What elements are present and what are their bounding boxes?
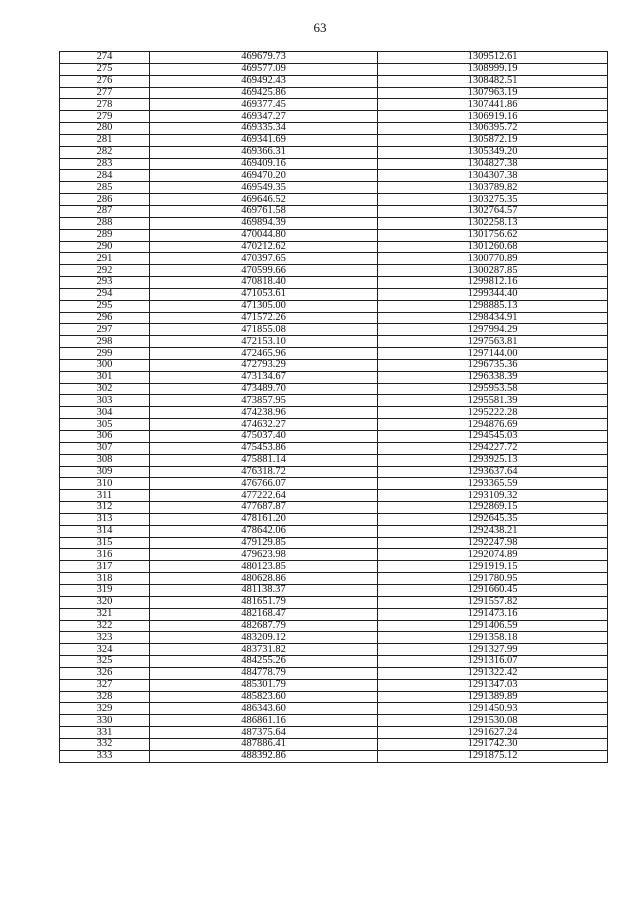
point-number-cell: 333	[60, 750, 150, 762]
point-number-cell: 326	[60, 667, 150, 679]
table-row	[60, 727, 608, 739]
x-coordinate-cell: 469366.31	[150, 146, 378, 158]
table-row	[60, 134, 608, 146]
table-row	[60, 750, 608, 762]
point-number-cell: 299	[60, 348, 150, 360]
table-row	[60, 288, 608, 300]
y-coordinate-cell: 1309512.61	[378, 52, 608, 64]
y-coordinate-cell: 1297994.29	[378, 324, 608, 336]
table-row	[60, 691, 608, 703]
table-row	[60, 359, 608, 371]
table-row	[60, 99, 608, 111]
x-coordinate-cell: 478642.06	[150, 525, 378, 537]
point-number-cell: 311	[60, 490, 150, 502]
y-coordinate-cell: 1291875.12	[378, 750, 608, 762]
table-row	[60, 573, 608, 585]
y-coordinate-cell: 1293109.32	[378, 490, 608, 502]
x-coordinate-cell: 484255.26	[150, 656, 378, 668]
x-coordinate-cell: 473134.67	[150, 371, 378, 383]
x-coordinate-cell: 475453.86	[150, 442, 378, 454]
point-number-cell: 330	[60, 715, 150, 727]
point-number-cell: 328	[60, 691, 150, 703]
x-coordinate-cell: 476318.72	[150, 466, 378, 478]
point-number-cell: 332	[60, 738, 150, 750]
point-number-cell: 295	[60, 300, 150, 312]
table-row	[60, 277, 608, 289]
x-coordinate-cell: 486861.16	[150, 715, 378, 727]
x-coordinate-cell: 474632.27	[150, 419, 378, 431]
y-coordinate-cell: 1307963.19	[378, 87, 608, 99]
point-number-cell: 319	[60, 584, 150, 596]
y-coordinate-cell: 1307441.86	[378, 99, 608, 111]
table-row	[60, 158, 608, 170]
point-number-cell: 307	[60, 442, 150, 454]
point-number-cell: 298	[60, 336, 150, 348]
x-coordinate-cell: 471855.08	[150, 324, 378, 336]
y-coordinate-cell: 1292869.15	[378, 502, 608, 514]
point-number-cell: 325	[60, 656, 150, 668]
y-coordinate-cell: 1304307.38	[378, 170, 608, 182]
x-coordinate-cell: 481138.37	[150, 584, 378, 596]
point-number-cell: 300	[60, 359, 150, 371]
y-coordinate-cell: 1291660.45	[378, 584, 608, 596]
table-row	[60, 537, 608, 549]
x-coordinate-cell: 485823.60	[150, 691, 378, 703]
table-row	[60, 656, 608, 668]
x-coordinate-cell: 481651.79	[150, 596, 378, 608]
x-coordinate-cell: 477222.64	[150, 490, 378, 502]
point-number-cell: 282	[60, 146, 150, 158]
y-coordinate-cell: 1292247.98	[378, 537, 608, 549]
x-coordinate-cell: 469341.69	[150, 134, 378, 146]
y-coordinate-cell: 1304827.38	[378, 158, 608, 170]
x-coordinate-cell: 476766.07	[150, 478, 378, 490]
point-number-cell: 275	[60, 63, 150, 75]
x-coordinate-cell: 473857.95	[150, 395, 378, 407]
point-number-cell: 289	[60, 229, 150, 241]
y-coordinate-cell: 1302764.57	[378, 205, 608, 217]
table-row	[60, 608, 608, 620]
y-coordinate-cell: 1293637.64	[378, 466, 608, 478]
point-number-cell: 314	[60, 525, 150, 537]
y-coordinate-cell: 1292645.35	[378, 513, 608, 525]
point-number-cell: 313	[60, 513, 150, 525]
point-number-cell: 292	[60, 265, 150, 277]
x-coordinate-cell: 470044.80	[150, 229, 378, 241]
y-coordinate-cell: 1291327.99	[378, 644, 608, 656]
table-row	[60, 383, 608, 395]
y-coordinate-cell: 1291627.24	[378, 727, 608, 739]
point-number-cell: 309	[60, 466, 150, 478]
point-number-cell: 281	[60, 134, 150, 146]
y-coordinate-cell: 1306919.16	[378, 111, 608, 123]
point-number-cell: 296	[60, 312, 150, 324]
x-coordinate-cell: 471305.00	[150, 300, 378, 312]
point-number-cell: 279	[60, 111, 150, 123]
y-coordinate-cell: 1296338.39	[378, 371, 608, 383]
table-row	[60, 63, 608, 75]
point-number-cell: 291	[60, 253, 150, 265]
x-coordinate-cell: 488392.86	[150, 750, 378, 762]
y-coordinate-cell: 1291358.18	[378, 632, 608, 644]
y-coordinate-cell: 1291322.42	[378, 667, 608, 679]
y-coordinate-cell: 1291389.89	[378, 691, 608, 703]
table-row	[60, 348, 608, 360]
table-row	[60, 324, 608, 336]
table-row	[60, 703, 608, 715]
x-coordinate-cell: 469409.16	[150, 158, 378, 170]
x-coordinate-cell: 485301.79	[150, 679, 378, 691]
point-number-cell: 306	[60, 431, 150, 443]
x-coordinate-cell: 484778.79	[150, 667, 378, 679]
y-coordinate-cell: 1291450.93	[378, 703, 608, 715]
y-coordinate-cell: 1291530.08	[378, 715, 608, 727]
table-row	[60, 431, 608, 443]
point-number-cell: 320	[60, 596, 150, 608]
point-number-cell: 293	[60, 277, 150, 289]
x-coordinate-cell: 486343.60	[150, 703, 378, 715]
x-coordinate-cell: 472793.29	[150, 359, 378, 371]
table-row	[60, 679, 608, 691]
x-coordinate-cell: 487375.64	[150, 727, 378, 739]
table-row	[60, 300, 608, 312]
x-coordinate-cell: 473489.70	[150, 383, 378, 395]
table-row	[60, 265, 608, 277]
x-coordinate-cell: 469646.52	[150, 194, 378, 206]
table-row	[60, 738, 608, 750]
y-coordinate-cell: 1308482.51	[378, 75, 608, 87]
table-row	[60, 442, 608, 454]
table-row	[60, 419, 608, 431]
table-row	[60, 513, 608, 525]
y-coordinate-cell: 1301756.62	[378, 229, 608, 241]
y-coordinate-cell: 1291557.82	[378, 596, 608, 608]
x-coordinate-cell: 478161.20	[150, 513, 378, 525]
x-coordinate-cell: 472465.96	[150, 348, 378, 360]
table-row	[60, 561, 608, 573]
x-coordinate-cell: 469492.43	[150, 75, 378, 87]
point-number-cell: 317	[60, 561, 150, 573]
point-number-cell: 280	[60, 123, 150, 135]
y-coordinate-cell: 1306395.72	[378, 123, 608, 135]
point-number-cell: 301	[60, 371, 150, 383]
point-number-cell: 285	[60, 182, 150, 194]
table-row	[60, 502, 608, 514]
table-row	[60, 715, 608, 727]
y-coordinate-cell: 1300287.85	[378, 265, 608, 277]
table-row	[60, 87, 608, 99]
x-coordinate-cell: 469577.09	[150, 63, 378, 75]
x-coordinate-cell: 474238.96	[150, 407, 378, 419]
table-row	[60, 596, 608, 608]
x-coordinate-cell: 480123.85	[150, 561, 378, 573]
point-number-cell: 284	[60, 170, 150, 182]
x-coordinate-cell: 482687.79	[150, 620, 378, 632]
y-coordinate-cell: 1298885.13	[378, 300, 608, 312]
table-row	[60, 490, 608, 502]
table-row	[60, 217, 608, 229]
x-coordinate-cell: 471053.61	[150, 288, 378, 300]
y-coordinate-cell: 1294876.69	[378, 419, 608, 431]
y-coordinate-cell: 1299344.40	[378, 288, 608, 300]
point-number-cell: 329	[60, 703, 150, 715]
table-row	[60, 312, 608, 324]
x-coordinate-cell: 469894.39	[150, 217, 378, 229]
point-number-cell: 321	[60, 608, 150, 620]
point-number-cell: 305	[60, 419, 150, 431]
y-coordinate-cell: 1296735.36	[378, 359, 608, 371]
point-number-cell: 274	[60, 52, 150, 64]
table-row	[60, 123, 608, 135]
point-number-cell: 278	[60, 99, 150, 111]
x-coordinate-cell: 479623.98	[150, 549, 378, 561]
y-coordinate-cell: 1291780.95	[378, 573, 608, 585]
x-coordinate-cell: 470599.66	[150, 265, 378, 277]
y-coordinate-cell: 1295581.39	[378, 395, 608, 407]
table-row	[60, 466, 608, 478]
x-coordinate-cell: 469335.34	[150, 123, 378, 135]
table-row	[60, 667, 608, 679]
point-number-cell: 276	[60, 75, 150, 87]
point-number-cell: 316	[60, 549, 150, 561]
y-coordinate-cell: 1303275.35	[378, 194, 608, 206]
x-coordinate-cell: 470818.40	[150, 277, 378, 289]
y-coordinate-cell: 1291316.07	[378, 656, 608, 668]
point-number-cell: 318	[60, 573, 150, 585]
x-coordinate-cell: 480628.86	[150, 573, 378, 585]
point-number-cell: 283	[60, 158, 150, 170]
x-coordinate-cell: 469470.20	[150, 170, 378, 182]
x-coordinate-cell: 487886.41	[150, 738, 378, 750]
x-coordinate-cell: 469425.86	[150, 87, 378, 99]
y-coordinate-cell: 1292438.21	[378, 525, 608, 537]
table-row	[60, 336, 608, 348]
y-coordinate-cell: 1291473.16	[378, 608, 608, 620]
y-coordinate-cell: 1299812.16	[378, 277, 608, 289]
point-number-cell: 327	[60, 679, 150, 691]
x-coordinate-cell: 483731.82	[150, 644, 378, 656]
x-coordinate-cell: 483209.12	[150, 632, 378, 644]
y-coordinate-cell: 1303789.82	[378, 182, 608, 194]
y-coordinate-cell: 1291742.30	[378, 738, 608, 750]
table-row	[60, 75, 608, 87]
x-coordinate-cell: 472153.10	[150, 336, 378, 348]
y-coordinate-cell: 1302258.13	[378, 217, 608, 229]
x-coordinate-cell: 482168.47	[150, 608, 378, 620]
x-coordinate-cell: 469347.27	[150, 111, 378, 123]
page-number: 63	[313, 20, 327, 35]
point-number-cell: 290	[60, 241, 150, 253]
y-coordinate-cell: 1305872.19	[378, 134, 608, 146]
point-number-cell: 287	[60, 205, 150, 217]
y-coordinate-cell: 1297144.00	[378, 348, 608, 360]
x-coordinate-cell: 470397.65	[150, 253, 378, 265]
table-row	[60, 241, 608, 253]
y-coordinate-cell: 1292074.89	[378, 549, 608, 561]
table-row	[60, 407, 608, 419]
y-coordinate-cell: 1291406.59	[378, 620, 608, 632]
point-number-cell: 277	[60, 87, 150, 99]
point-number-cell: 324	[60, 644, 150, 656]
y-coordinate-cell: 1301260.68	[378, 241, 608, 253]
table-row	[60, 395, 608, 407]
table-row	[60, 205, 608, 217]
table-row	[60, 146, 608, 158]
y-coordinate-cell: 1305349.20	[378, 146, 608, 158]
table-row	[60, 170, 608, 182]
x-coordinate-cell: 475037.40	[150, 431, 378, 443]
x-coordinate-cell: 471572.26	[150, 312, 378, 324]
point-number-cell: 322	[60, 620, 150, 632]
point-number-cell: 288	[60, 217, 150, 229]
point-number-cell: 297	[60, 324, 150, 336]
x-coordinate-cell: 469761.58	[150, 205, 378, 217]
table-row	[60, 253, 608, 265]
y-coordinate-cell: 1295222.28	[378, 407, 608, 419]
y-coordinate-cell: 1297563.81	[378, 336, 608, 348]
point-number-cell: 294	[60, 288, 150, 300]
y-coordinate-cell: 1291919.15	[378, 561, 608, 573]
x-coordinate-cell: 479129.85	[150, 537, 378, 549]
point-number-cell: 310	[60, 478, 150, 490]
table-row	[60, 52, 608, 64]
point-number-cell: 312	[60, 502, 150, 514]
y-coordinate-cell: 1294227.72	[378, 442, 608, 454]
table-row	[60, 525, 608, 537]
table-row	[60, 478, 608, 490]
point-number-cell: 302	[60, 383, 150, 395]
table-row	[60, 549, 608, 561]
x-coordinate-cell: 469679.73	[150, 52, 378, 64]
table-row	[60, 644, 608, 656]
y-coordinate-cell: 1293925.13	[378, 454, 608, 466]
table-row	[60, 584, 608, 596]
point-number-cell: 331	[60, 727, 150, 739]
x-coordinate-cell: 469377.45	[150, 99, 378, 111]
point-number-cell: 308	[60, 454, 150, 466]
table-row	[60, 632, 608, 644]
x-coordinate-cell: 470212.62	[150, 241, 378, 253]
y-coordinate-cell: 1293365.59	[378, 478, 608, 490]
coordinates-table	[59, 51, 608, 763]
table-row	[60, 194, 608, 206]
table-row	[60, 182, 608, 194]
y-coordinate-cell: 1291347.03	[378, 679, 608, 691]
y-coordinate-cell: 1300770.89	[378, 253, 608, 265]
y-coordinate-cell: 1298434.91	[378, 312, 608, 324]
table-row	[60, 454, 608, 466]
x-coordinate-cell: 469549.35	[150, 182, 378, 194]
table-row	[60, 229, 608, 241]
table-row	[60, 371, 608, 383]
point-number-cell: 286	[60, 194, 150, 206]
point-number-cell: 303	[60, 395, 150, 407]
x-coordinate-cell: 475881.14	[150, 454, 378, 466]
y-coordinate-cell: 1294545.03	[378, 431, 608, 443]
y-coordinate-cell: 1308999.19	[378, 63, 608, 75]
point-number-cell: 315	[60, 537, 150, 549]
table-row	[60, 620, 608, 632]
coordinates-table-body	[60, 52, 608, 763]
point-number-cell: 304	[60, 407, 150, 419]
y-coordinate-cell: 1295953.58	[378, 383, 608, 395]
x-coordinate-cell: 477687.87	[150, 502, 378, 514]
point-number-cell: 323	[60, 632, 150, 644]
table-row	[60, 111, 608, 123]
